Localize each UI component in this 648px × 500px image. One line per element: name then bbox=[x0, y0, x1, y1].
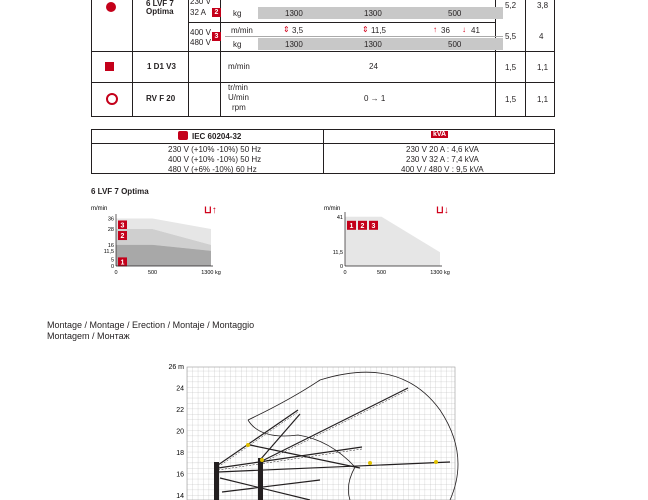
model-name-line2: Optima bbox=[146, 7, 174, 16]
chart1-ytick: 11,5 bbox=[103, 248, 114, 255]
up-arrow-icon: ⇕ bbox=[283, 25, 290, 34]
chart1-badge-label-1: 1 bbox=[120, 259, 125, 267]
chart2-xtick: 1300 kg bbox=[430, 270, 450, 276]
config-badge-a: 2 bbox=[212, 8, 221, 17]
power-right-2: 230 V 32 A : 7,4 kVA bbox=[406, 155, 479, 164]
power-right-3: 400 V / 480 V : 9,5 kVA bbox=[401, 165, 484, 174]
montage-ytick: 16 bbox=[176, 471, 184, 479]
kw-b: 5,5 bbox=[505, 32, 517, 41]
speed-b-1: 3,5 bbox=[292, 26, 304, 35]
power-left-1: 230 V (+10% -10%) 50 Hz bbox=[168, 145, 262, 154]
montage-ytick: 24 bbox=[176, 385, 184, 393]
row3-unit-1: tr/min bbox=[228, 83, 248, 92]
speed-b-2: 11,5 bbox=[371, 26, 386, 35]
row2-unit: m/min bbox=[228, 62, 250, 71]
load-a-1: 1300 bbox=[285, 9, 303, 18]
montage-title-2: Montagem / Монтаж bbox=[47, 331, 130, 341]
load-b-1: 1300 bbox=[285, 40, 303, 49]
plug-icon bbox=[178, 131, 188, 140]
unit-kg-b: kg bbox=[233, 40, 242, 49]
chart2-xtick: 0 bbox=[343, 270, 347, 276]
load-a-2: 1300 bbox=[364, 9, 382, 18]
chart2-ytick: 0 bbox=[339, 264, 343, 270]
x-b: 4 bbox=[539, 32, 544, 41]
speed-b-4: 41 bbox=[471, 26, 480, 35]
hoist-down-icon: ⊔↓ bbox=[436, 205, 449, 216]
power-left-2: 400 V (+10% -10%) 50 Hz bbox=[168, 155, 262, 164]
montage-ytick: 20 bbox=[176, 428, 184, 436]
load-b-2: 1300 bbox=[364, 40, 382, 49]
power-right-1: 230 V 20 A : 4,6 kVA bbox=[406, 145, 479, 154]
up-arrow-icon: ⇕ bbox=[362, 25, 369, 34]
chart1-xtick: 500 bbox=[147, 270, 158, 276]
down-arrow-icon: ↓ bbox=[462, 25, 466, 34]
row3-code: RV F 20 bbox=[146, 94, 176, 103]
slewing-icon bbox=[106, 93, 118, 105]
chart1-ytick: 16 bbox=[107, 242, 114, 249]
row3-unit-2: U/min bbox=[228, 93, 249, 102]
row3-value: 0 → 1 bbox=[364, 94, 386, 103]
x-a: 3,8 bbox=[537, 1, 549, 10]
row2-code: 1 D1 V3 bbox=[147, 62, 176, 71]
chart2-ytick: 11,5 bbox=[332, 250, 343, 257]
power-left-header: IEC 60204-32 bbox=[192, 132, 242, 141]
chart1-ytick: 5 bbox=[110, 257, 114, 264]
chart1-ytick: 28 bbox=[107, 227, 114, 234]
speed-b-3: 36 bbox=[441, 26, 450, 35]
row2-kw: 1,5 bbox=[505, 63, 517, 72]
row3-kw: 1,5 bbox=[505, 95, 517, 104]
chart1-xtick: 1300 kg bbox=[201, 270, 221, 276]
unit-mmin: m/min bbox=[231, 26, 253, 35]
chart1-xtick: 0 bbox=[114, 270, 118, 276]
chart2-badge-label-2: 2 bbox=[360, 222, 365, 230]
load-b-3: 500 bbox=[448, 40, 462, 49]
montage-diagram bbox=[160, 360, 480, 500]
chart2-ytick: 41 bbox=[336, 214, 343, 221]
row3-unit-3: rpm bbox=[232, 103, 246, 112]
amp-a: 32 A bbox=[190, 8, 207, 17]
montage-ytick: 26 m bbox=[168, 364, 184, 371]
chart1-ylabel: m/min bbox=[91, 206, 108, 212]
montage-ytick: 14 bbox=[176, 493, 184, 500]
chart2-badge-label-3: 3 bbox=[371, 222, 376, 230]
chart2-xtick: 500 bbox=[376, 270, 387, 276]
kva-badge: kVA bbox=[433, 131, 447, 138]
kw-a: 5,2 bbox=[505, 1, 517, 10]
model-name-line1: 6 LVF 7 bbox=[146, 0, 174, 8]
power-left-3: 480 V (+6% -10%) 60 Hz bbox=[168, 165, 257, 174]
chart1-badge-label-2: 2 bbox=[120, 233, 125, 241]
voltage-a: 230 V bbox=[190, 0, 211, 6]
row2-x: 1,1 bbox=[537, 63, 549, 72]
config-badge-b: 3 bbox=[212, 32, 221, 41]
chart2-ylabel: m/min bbox=[324, 206, 341, 212]
chart1-ytick: 36 bbox=[107, 216, 114, 223]
voltage-b2: 480 V bbox=[190, 38, 211, 47]
chart2-badge-label-1: 1 bbox=[349, 222, 354, 230]
unit-kg: kg bbox=[233, 9, 242, 18]
section-title: 6 LVF 7 Optima bbox=[91, 187, 149, 196]
power-table bbox=[91, 129, 555, 174]
motor-red-icon bbox=[106, 2, 116, 12]
chart1-ytick: 0 bbox=[110, 264, 114, 270]
montage-ytick: 22 bbox=[176, 407, 184, 414]
hoist-up-icon: ⊔↑ bbox=[204, 205, 217, 216]
montage-ytick: 18 bbox=[176, 450, 184, 457]
up-arrow-icon: ↑ bbox=[433, 25, 437, 34]
montage-title-1: Montage / Montage / Erection / Montaje / Montaggio bbox=[47, 320, 255, 330]
load-a-3: 500 bbox=[448, 9, 462, 18]
chart1-badge-label-3: 3 bbox=[120, 222, 125, 230]
row2-value: 24 bbox=[369, 62, 378, 71]
row3-x: 1,1 bbox=[537, 95, 549, 104]
voltage-b1: 400 V bbox=[190, 28, 211, 37]
trolley-icon bbox=[105, 62, 114, 71]
